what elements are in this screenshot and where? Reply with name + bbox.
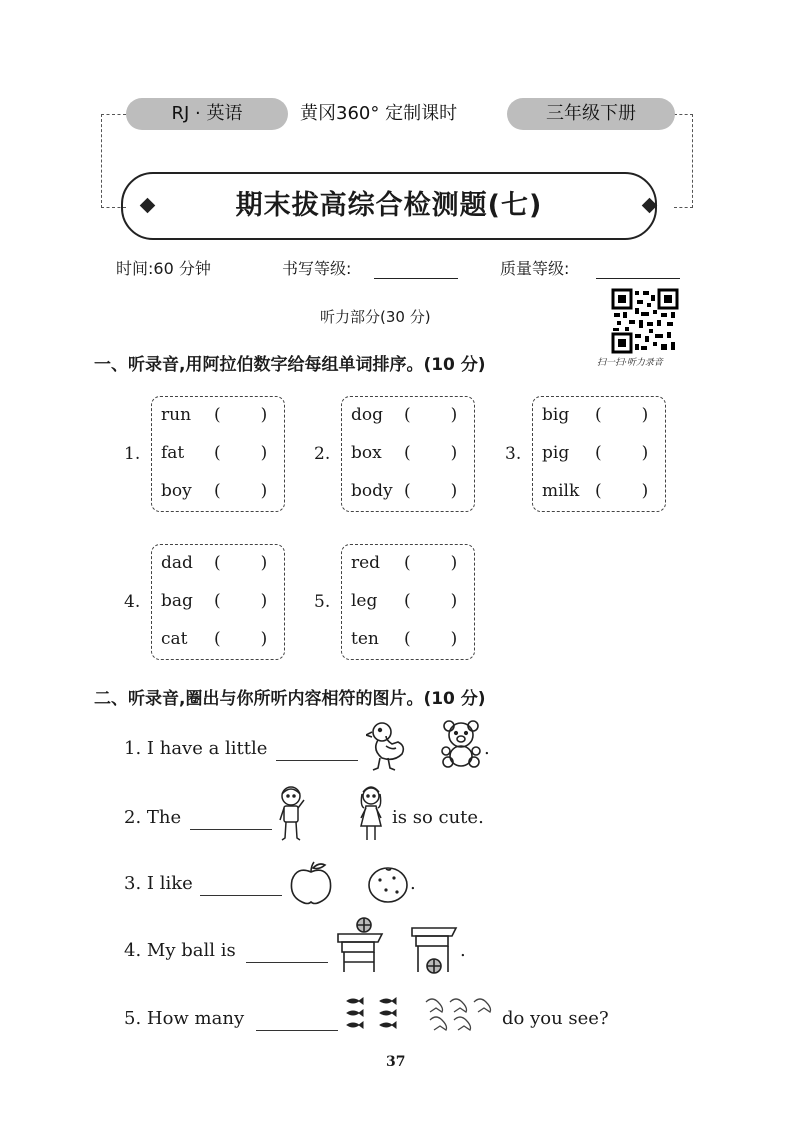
duck-icon[interactable] xyxy=(366,720,408,772)
bird-group-icon[interactable] xyxy=(424,996,496,1036)
q4-text: 4. My ball is xyxy=(124,940,236,961)
apple-icon[interactable] xyxy=(288,860,334,906)
qr-code-icon[interactable] xyxy=(611,288,679,354)
word-1-3: boy xyxy=(161,481,192,501)
word-group-2 xyxy=(341,396,475,512)
q2-tail: is so cute. xyxy=(392,807,484,828)
page-title: 期末拔高综合检测题(七) xyxy=(121,172,657,240)
group-2-number: 2. xyxy=(314,444,331,464)
time-label: 时间:60 分钟 xyxy=(116,259,211,278)
q3-blank[interactable] xyxy=(200,895,282,896)
q2-text: 2. The xyxy=(124,807,182,828)
answer-4-3[interactable]: ( ) xyxy=(214,629,268,649)
teddy-bear-icon[interactable] xyxy=(440,720,482,770)
word-group-4 xyxy=(151,544,285,660)
word-group-3 xyxy=(532,396,666,512)
answer-1-3[interactable]: ( ) xyxy=(214,481,268,501)
word-2-1: dog xyxy=(351,405,383,425)
answer-1-1[interactable]: ( ) xyxy=(214,405,268,425)
girl-icon[interactable] xyxy=(355,784,387,846)
word-group-1 xyxy=(151,396,285,512)
writing-grade-label: 书写等级: xyxy=(282,259,352,278)
answer-3-2[interactable]: ( ) xyxy=(595,443,649,463)
answer-2-3[interactable]: ( ) xyxy=(404,481,458,501)
section1-title: 一、听录音,用阿拉伯数字给每组单词排序。(10 分) xyxy=(94,355,486,375)
answer-3-1[interactable]: ( ) xyxy=(595,405,649,425)
header-bracket-right xyxy=(674,114,693,208)
q1-blank[interactable] xyxy=(276,760,358,761)
word-group-5 xyxy=(341,544,475,660)
word-2-3: body xyxy=(351,481,393,501)
q5-tail: do you see? xyxy=(502,1008,609,1029)
q5-blank[interactable] xyxy=(256,1030,338,1031)
qr-caption: 扫一扫·听力录音 xyxy=(597,358,663,368)
word-4-3: cat xyxy=(161,629,188,649)
section2-title: 二、听录音,圈出与你所听内容相符的图片。(10 分) xyxy=(94,689,486,709)
word-5-2: leg xyxy=(351,591,378,611)
q2-blank[interactable] xyxy=(190,829,272,830)
answer-3-3[interactable]: ( ) xyxy=(595,481,649,501)
word-3-2: pig xyxy=(542,443,570,463)
group-5-number: 5. xyxy=(314,592,331,612)
quality-grade-label: 质量等级: xyxy=(500,259,570,278)
q1-period: . xyxy=(484,738,490,759)
group-1-number: 1. xyxy=(124,444,141,464)
q3-text: 3. I like xyxy=(124,873,193,894)
answer-5-1[interactable]: ( ) xyxy=(404,553,458,573)
q4-period: . xyxy=(460,940,466,961)
answer-5-2[interactable]: ( ) xyxy=(404,591,458,611)
q4-blank[interactable] xyxy=(246,962,328,963)
q3-period: . xyxy=(410,873,416,894)
subject-tag: RJ · 英语 xyxy=(126,98,288,130)
writing-grade-blank[interactable] xyxy=(374,278,458,279)
answer-2-1[interactable]: ( ) xyxy=(404,405,458,425)
word-5-3: ten xyxy=(351,629,379,649)
page-number: 37 xyxy=(386,1054,406,1070)
word-4-1: dad xyxy=(161,553,193,573)
word-5-1: red xyxy=(351,553,381,573)
word-3-3: milk xyxy=(542,481,580,501)
listening-title: 听力部分(30 分) xyxy=(320,308,431,326)
quality-grade-blank[interactable] xyxy=(596,278,680,279)
word-4-2: bag xyxy=(161,591,193,611)
answer-4-1[interactable]: ( ) xyxy=(214,553,268,573)
answer-5-3[interactable]: ( ) xyxy=(404,629,458,649)
word-2-2: box xyxy=(351,443,382,463)
answer-1-2[interactable]: ( ) xyxy=(214,443,268,463)
q5-text: 5. How many xyxy=(124,1008,245,1029)
grade-tag: 三年级下册 xyxy=(507,98,675,130)
boy-icon[interactable] xyxy=(276,784,308,846)
word-3-1: big xyxy=(542,405,570,425)
orange-icon[interactable] xyxy=(366,864,410,904)
group-4-number: 4. xyxy=(124,592,141,612)
desk-ball-under-icon[interactable] xyxy=(408,916,460,974)
fish-group-icon[interactable] xyxy=(344,996,410,1040)
group-3-number: 3. xyxy=(505,444,522,464)
answer-2-2[interactable]: ( ) xyxy=(404,443,458,463)
q1-text: 1. I have a little xyxy=(124,738,268,759)
series-title: 黄冈360° 定制课时 xyxy=(300,103,458,124)
word-1-1: run xyxy=(161,405,192,425)
desk-ball-on-icon[interactable] xyxy=(334,916,386,974)
answer-4-2[interactable]: ( ) xyxy=(214,591,268,611)
word-1-2: fat xyxy=(161,443,185,463)
